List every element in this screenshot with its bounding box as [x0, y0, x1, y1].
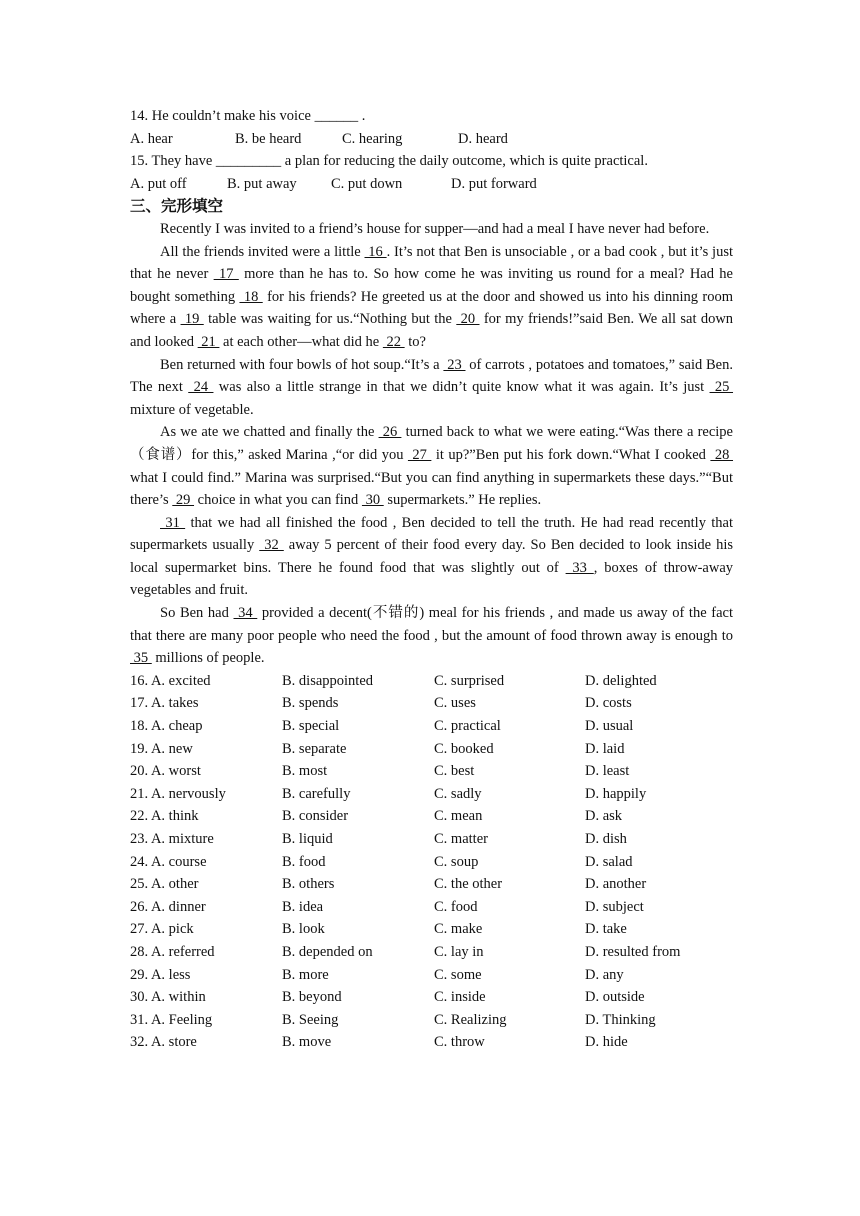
choice-option: D. another: [585, 876, 647, 893]
option-a: A. hear: [130, 130, 173, 147]
blank-number: 21: [197, 333, 220, 350]
choice-option: C. lay in: [434, 943, 484, 960]
choice-option: C. food: [434, 898, 478, 915]
choice-row: [130, 738, 733, 761]
choice-option: 20. A. worst: [130, 763, 201, 780]
option-c: C. hearing: [342, 130, 403, 147]
choice-option: D. any: [585, 966, 624, 983]
question-15-stem: 15. They have _________ a plan for reducing the daily outcome, which is quite practical.: [130, 153, 648, 170]
blank-number: 28: [710, 446, 734, 463]
blank-number: 19: [180, 311, 204, 328]
choice-option: 17. A. takes: [130, 695, 199, 712]
choice-option: C. mean: [434, 808, 483, 825]
choice-option: D. delighted: [585, 672, 657, 689]
passage-text: that we had all finished the food , Ben decided to tell the truth. He had read recently that supermarkets usually: [130, 514, 734, 554]
passage-text: more than he has to. So how come he was inviting us round for a meal? Had he bought something: [130, 266, 733, 305]
choice-option: B. separate: [282, 740, 347, 757]
option-c: C. put down: [331, 175, 403, 192]
choice-option: B. more: [282, 966, 329, 983]
choice-option: D. subject: [585, 898, 644, 915]
passage-text: Recently I was invited to a friend’s house for supper—and had a meal I have never had before.: [160, 220, 710, 237]
choice-option: 32. A. store: [130, 1034, 197, 1051]
section-title: 三、完形填空: [130, 197, 224, 216]
option-b: B. be heard: [235, 130, 302, 147]
choice-option: C. booked: [434, 740, 494, 757]
blank-number: 25: [709, 379, 734, 396]
choice-option: C. some: [434, 966, 482, 983]
blank-number: 16: [364, 243, 387, 260]
question-14-options: [130, 128, 733, 151]
choice-option: C. make: [434, 921, 483, 938]
choice-option: 30. A. within: [130, 989, 206, 1006]
choice-row: [130, 1009, 733, 1032]
passage-text: at each other—what did he: [219, 333, 383, 350]
choice-option: C. soup: [434, 853, 479, 870]
passage-text: All the friends invited were a little: [160, 243, 365, 260]
passage-text: supermarkets.” He replies.: [383, 492, 542, 509]
passage-text: what I could find.” Marina was surprised.“But you can find anything in supermarkets these days.”“But there’s: [130, 469, 733, 509]
choice-option: 16. A. excited: [130, 672, 211, 689]
choice-option: 18. A. cheap: [130, 718, 203, 735]
blank-number: 23: [443, 356, 466, 373]
choice-option: C. uses: [434, 695, 476, 712]
option-b: B. put away: [227, 175, 297, 192]
passage-text: for his friends? He greeted us at the door and showed us into his dinning room where a: [130, 288, 734, 328]
cloze-passage: [130, 218, 733, 670]
choice-option: B. carefully: [282, 785, 351, 802]
choice-option: B. depended on: [282, 943, 373, 960]
question-15-options: [130, 173, 733, 196]
passage-text: . It’s not that Ben is unsociable , or a bad cook , but it’s just that he never: [130, 243, 734, 283]
choice-option: D. laid: [585, 740, 625, 757]
choice-row: [130, 896, 733, 919]
choice-row: [130, 805, 733, 828]
question-14-stem: 14. He couldn’t make his voice ______ .: [130, 108, 366, 124]
blank-number: 31: [160, 514, 186, 531]
choice-row: [130, 918, 733, 941]
passage-text: it up?”Ben put his fork down.“What I cooked: [431, 446, 711, 463]
choice-row: [130, 851, 733, 874]
choice-option: B. food: [282, 853, 326, 870]
choice-row: [130, 873, 733, 896]
choice-option: D. take: [585, 921, 627, 938]
choice-option: C. inside: [434, 989, 486, 1006]
choice-option: 31. A. Feeling: [130, 1011, 213, 1028]
choice-option: D. resulted from: [585, 943, 681, 960]
document-page: [130, 105, 733, 1054]
passage-text: table was waiting for us.“Nothing but the: [203, 311, 457, 328]
passage-paragraph: [130, 602, 733, 670]
choice-option: 19. A. new: [130, 740, 193, 757]
choice-option: B. move: [282, 1034, 332, 1051]
blank-number: 29: [172, 492, 195, 509]
passage-paragraph: [130, 218, 733, 241]
choice-option: B. Seeing: [282, 1011, 339, 1028]
blank-number: 20: [456, 311, 480, 328]
choice-option: C. sadly: [434, 785, 482, 802]
passage-text: for my friends!”said Ben. We all sat down and looked: [130, 311, 734, 350]
choice-option: 25. A. other: [130, 876, 199, 893]
choice-option: D. happily: [585, 785, 647, 802]
blank-number: 30: [361, 492, 384, 509]
blank-number: 33: [565, 559, 594, 576]
option-d: D. put forward: [451, 175, 537, 192]
blank-number: 26: [378, 424, 402, 441]
choice-option: C. Realizing: [434, 1011, 507, 1028]
choice-option: B. most: [282, 763, 328, 780]
option-a: A. put off: [130, 175, 187, 192]
choice-option: B. spends: [282, 695, 339, 712]
choice-option: C. surprised: [434, 672, 505, 689]
choice-row: [130, 715, 733, 738]
passage-text: millions of people.: [151, 650, 265, 667]
choice-option: 22. A. think: [130, 808, 199, 825]
blank-number: 22: [382, 333, 405, 350]
passage-text: , boxes of throw-away vegetables and fruit.: [130, 559, 734, 599]
choice-row: [130, 828, 733, 851]
choice-option: C. practical: [434, 718, 501, 735]
choice-option: D. ask: [585, 808, 623, 825]
choice-row: [130, 941, 733, 964]
passage-text: So Ben had: [160, 605, 234, 622]
passage-paragraph: [130, 421, 733, 511]
blank-number: 24: [188, 379, 214, 396]
choice-option: C. best: [434, 763, 475, 780]
choice-row: [130, 964, 733, 987]
blank-number: 32: [259, 537, 284, 554]
choice-row: [130, 986, 733, 1009]
choice-option: B. idea: [282, 898, 324, 915]
choice-option: C. the other: [434, 876, 503, 893]
passage-paragraph: [130, 354, 733, 422]
choice-option: D. hide: [585, 1034, 628, 1051]
passage-text: away 5 percent of their food every day. So Ben decided to look inside his local supermarket bins. There he found food that was slightly out of: [130, 537, 733, 576]
choice-option: 21. A. nervously: [130, 785, 226, 802]
passage-text: Ben returned with four bowls of hot soup.“It’s a: [160, 356, 444, 373]
passage-text: to?: [404, 333, 426, 350]
blank-number: 27: [407, 446, 432, 463]
choice-option: B. consider: [282, 808, 349, 825]
passage-text: As we ate we chatted and finally the: [160, 424, 379, 441]
choice-option: D. least: [585, 763, 630, 780]
choice-option: 27. A. pick: [130, 921, 194, 938]
choice-option: B. beyond: [282, 989, 342, 1006]
passage-text: mixture of vegetable.: [130, 401, 254, 418]
choice-option: B. liquid: [282, 831, 333, 847]
choice-option: 23. A. mixture: [130, 831, 214, 847]
choice-row: [130, 783, 733, 806]
choice-row: [130, 670, 733, 693]
blank-number: 17: [213, 266, 239, 283]
choice-option: B. others: [282, 876, 335, 893]
choice-option: D. dish: [585, 831, 627, 847]
passage-text: turned back to what we were eating.“Was there a recipe（食谱）for this,” asked Marina ,“or did you: [130, 424, 733, 463]
choice-option: 24. A. course: [130, 853, 207, 870]
choice-option: C. throw: [434, 1034, 485, 1051]
option-d: D. heard: [458, 130, 508, 147]
choices-table: [130, 670, 733, 1054]
passage-text: of carrots , potatoes and tomatoes,” said Ben. The next: [130, 356, 733, 396]
choice-option: D. costs: [585, 695, 632, 712]
choice-row: [130, 692, 733, 715]
passage-paragraph: [130, 512, 733, 602]
choice-option: B. look: [282, 921, 325, 938]
blank-number: 35: [130, 650, 152, 667]
passage-paragraph: [130, 241, 733, 354]
choice-option: 29. A. less: [130, 966, 191, 983]
choice-option: C. matter: [434, 831, 488, 847]
choice-row: [130, 1031, 733, 1054]
choice-option: B. special: [282, 718, 340, 735]
choice-option: D. salad: [585, 853, 633, 870]
choice-option: D. usual: [585, 718, 634, 735]
passage-text: provided a decent(不错的) meal for his friends , and made us away of the fact that there are many poor people who need the food , but the amount of food thrown away is enough to: [130, 605, 734, 644]
choice-option: 26. A. dinner: [130, 898, 206, 915]
blank-number: 18: [239, 288, 263, 305]
choice-option: B. disappointed: [282, 672, 374, 689]
choice-option: D. Thinking: [585, 1011, 656, 1028]
blank-number: 34: [233, 605, 258, 622]
passage-text: was also a little strange in that we didn’t quite know what it was again. It’s just: [213, 379, 710, 396]
choice-row: [130, 760, 733, 783]
choice-option: D. outside: [585, 989, 645, 1006]
passage-text: choice in what you can find: [194, 492, 362, 509]
choice-option: 28. A. referred: [130, 943, 215, 960]
